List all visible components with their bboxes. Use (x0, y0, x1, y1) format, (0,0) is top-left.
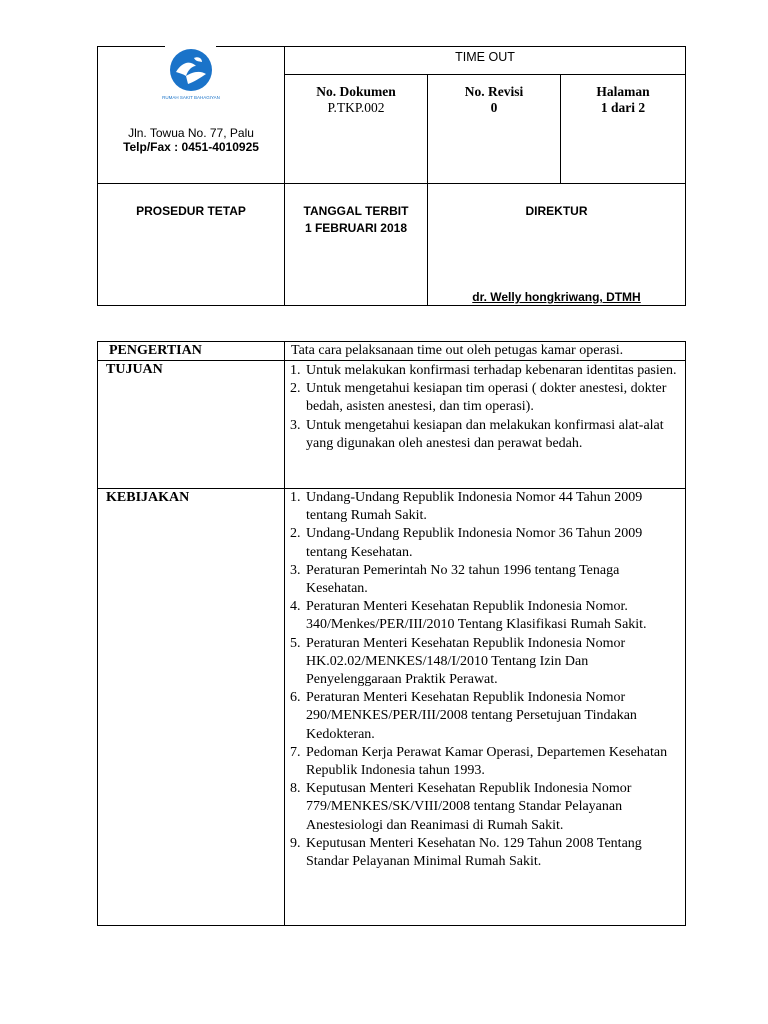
list-item: 3. Untuk mengetahui kesiapan dan melakukan konfirmasi alat-alat yang digunakan oleh anestesi dan perawat bedah. (290, 417, 664, 451)
page-label: Halaman (596, 84, 650, 99)
list-item: 7. Pedoman Kerja Perawat Kamar Operasi, Departemen Kesehatan Republik Indonesia tahun 1993. (290, 744, 668, 779)
kebijakan-list (288, 489, 680, 871)
issue-date-value: 1 FEBRUARI 2018 (304, 221, 408, 235)
page-value: 1 dari 2 (600, 100, 646, 115)
address-line-2: Telp/Fax : 0451-4010925 (123, 140, 259, 154)
director-label: DIREKTUR (525, 204, 588, 218)
list-item: 9. Keputusan Menteri Kesehatan No. 129 Tahun 2008 Tentang Standar Pelayanan Minimal Rumah Sakit. (290, 835, 642, 870)
list-item: 2. Undang-Undang Republik Indonesia Nomor 36 Tahun 2009 tentang Kesehatan. (290, 526, 643, 560)
procedure-label: PROSEDUR TETAP (136, 204, 246, 218)
doc-number-label: No. Dokumen (316, 84, 396, 99)
document-title: TIME OUT (455, 50, 515, 64)
kebijakan-label: KEBIJAKAN (106, 490, 190, 505)
list-item: 8. Keputusan Menteri Kesehatan Republik Indonesia Nomor 779/MENKES/SK/VIII/2008 tentang Standar Pelayanan Anestesiologi dan Reanimasi di Rumah Sakit. (290, 781, 632, 833)
svg-text:RUMAH SAKIT BAHAGIYAN: RUMAH SAKIT BAHAGIYAN (162, 95, 220, 100)
list-item: 1. Untuk melakukan konfirmasi terhadap kebenaran identitas pasien. (290, 363, 677, 378)
pengertian-text: Tata cara pelaksanaan time out oleh petugas kamar operasi. (291, 343, 624, 358)
tujuan-list (288, 362, 680, 453)
list-item: 5. Peraturan Menteri Kesehatan Republik Indonesia Nomor HK.02.02/MENKES/148/I/2010 Tentang Izin Dan Penyelenggaraan Praktik Perawat. (290, 635, 626, 688)
list-item: 2. Untuk mengetahui kesiapan tim operasi ( dokter anestesi, dokter bedah, asisten anestesi, dan tim operasi). (290, 381, 667, 415)
issue-date-label: TANGGAL TERBIT (303, 204, 409, 218)
tujuan-label: TUJUAN (106, 362, 163, 377)
pengertian-label: PENGERTIAN (109, 343, 202, 358)
list-item: 6. Peraturan Menteri Kesehatan Republik Indonesia Nomor 290/MENKES/PER/III/2008 tentang Persetujuan Tindakan Kedokteran. (290, 690, 637, 742)
list-item: 4. Peraturan Menteri Kesehatan Republik Indonesia Nomor. 340/Menkes/PER/III/2010 Tentang Klasifikasi Rumah Sakit. (290, 599, 647, 633)
revision-value: 0 (490, 100, 498, 115)
hospital-logo (162, 46, 220, 106)
address-line-1: Jln. Towua No. 77, Palu (128, 126, 254, 140)
list-item: 3. Peraturan Pemerintah No 32 tahun 1996 tentang Tenaga Kesehatan. (290, 562, 620, 597)
list-item: 1. Undang-Undang Republik Indonesia Nomor 44 Tahun 2009 tentang Rumah Sakit. (290, 490, 643, 524)
revision-label: No. Revisi (464, 84, 524, 99)
doc-number-value: P.TKP.002 (327, 100, 385, 115)
director-name: dr. Welly hongkriwang, DTMH (472, 290, 641, 304)
